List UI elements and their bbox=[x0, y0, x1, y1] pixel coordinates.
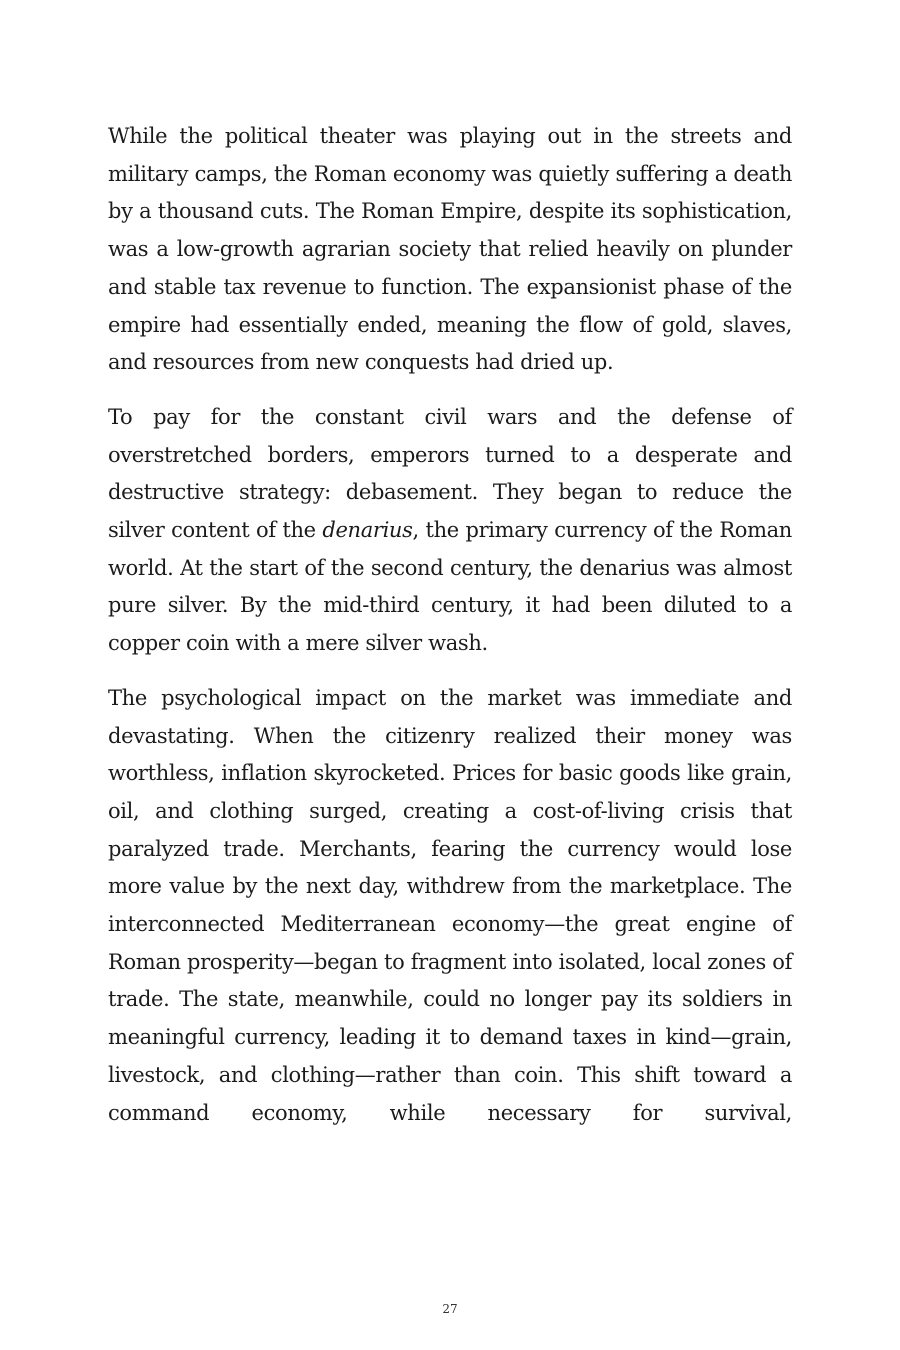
paragraph-3: The psychological impact on the market was immediate and devastating. When the citizenry realized their money was worthless, inflation skyrocketed. Prices for basic goods like grain, oil, and clothing surged, creating a cost-of-living crisis that paralyzed trade. Merchants, fearing the currency would lose more value by the next day, withdrew from the marketplace. The interconnected Mediterranean economy—the great engine of Roman prosperity—began to fragment into isolated, local zones of trade. The state, meanwhile, could no longer pay its soldiers in meaningful currency, leading it to demand taxes in kind—grain, livestock, and clothing—rather than coin. This shift toward a command economy, while necessary for survival, bbox=[108, 685, 792, 1125]
page-number: 27 bbox=[442, 1302, 458, 1316]
paragraph-2-text-after: , the primary currency of the Roman world. At the start of the second century, the denarius was almost pure silver. By the mid-third century, it had been diluted to a copper coin with a mere silver wash. bbox=[108, 518, 792, 656]
paragraph-2-emphasis: denarius bbox=[322, 518, 413, 543]
body-text bbox=[108, 118, 792, 1149]
paragraph-1: While the political theater was playing out in the streets and military camps, the Roman economy was quietly suffering a death by a thousand cuts. The Roman Empire, despite its sophistication, was a low-growth agrarian society that relied heavily on plunder and stable tax revenue to function. The expansionist phase of the empire had essentially ended, meaning the flow of gold, slaves, and resources from new conquests had dried up. bbox=[108, 124, 792, 375]
paragraph-2-text-before: To pay for the constant civil wars and the defense of overstretched borders, emperors turned to a desperate and destructive strategy: debasement. They began to reduce the silver content of the bbox=[108, 404, 792, 543]
paragraph-2 bbox=[108, 399, 792, 663]
